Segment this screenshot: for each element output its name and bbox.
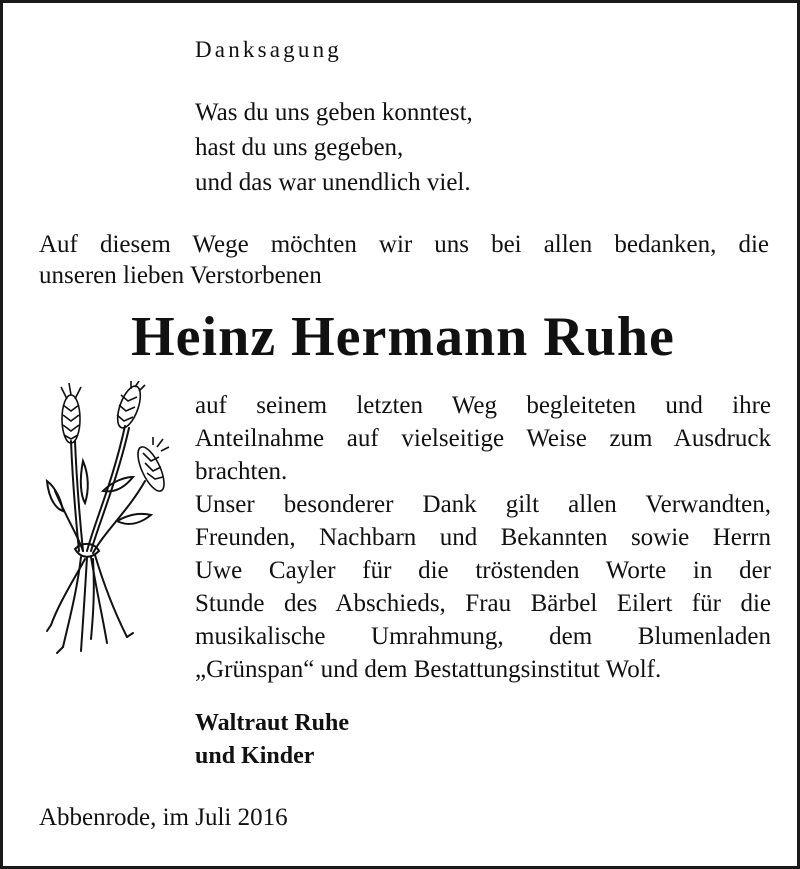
poem-line: Was du uns geben konntest,	[195, 99, 473, 126]
thanks-line: Uwe Cayler für die tröstenden Worte in der	[195, 557, 771, 584]
signature-line: Waltraut Ruhe	[195, 710, 350, 736]
thanks-line: „Grünspan“ und dem Bestattungsinstitut Wolf.	[195, 656, 662, 683]
thanks-line: Stunde des Abschieds, Frau Bärbel Eilert für die	[195, 590, 771, 617]
intro-text	[39, 229, 769, 291]
thanks-text	[195, 389, 771, 686]
wheat-sheaf-icon	[33, 381, 183, 661]
place-and-date: Abbenrode, im Juli 2016	[39, 804, 288, 831]
thanks-line: brachten.	[195, 458, 288, 485]
intro-line: Auf diesem Wege möchten wir uns bei allen bedanken, die	[39, 231, 769, 258]
thanks-line: Unser besonderer Dank gilt allen Verwandten,	[195, 491, 771, 518]
thanks-line: Freunden, Nachbarn und Bekannten sowie Herrn	[195, 524, 771, 551]
signature	[195, 707, 349, 773]
poem-line: und das war unendlich viel.	[195, 169, 471, 196]
poem	[195, 95, 473, 200]
notice-heading: Danksagung	[195, 37, 342, 62]
thanks-line: musikalische Umrahmung, dem Blumenladen	[195, 623, 771, 650]
poem-line: hast du uns gegeben,	[195, 134, 404, 161]
thanks-line: Anteilnahme auf vielseitige Weise zum Ausdruck	[195, 425, 771, 452]
intro-line: unseren lieben Verstorbenen	[39, 262, 322, 289]
thanks-line: auf seinem letzten Weg begleiteten und ihre	[195, 392, 771, 419]
signature-line: und Kinder	[195, 743, 315, 769]
deceased-name: Heinz Hermann Ruhe	[131, 306, 675, 368]
